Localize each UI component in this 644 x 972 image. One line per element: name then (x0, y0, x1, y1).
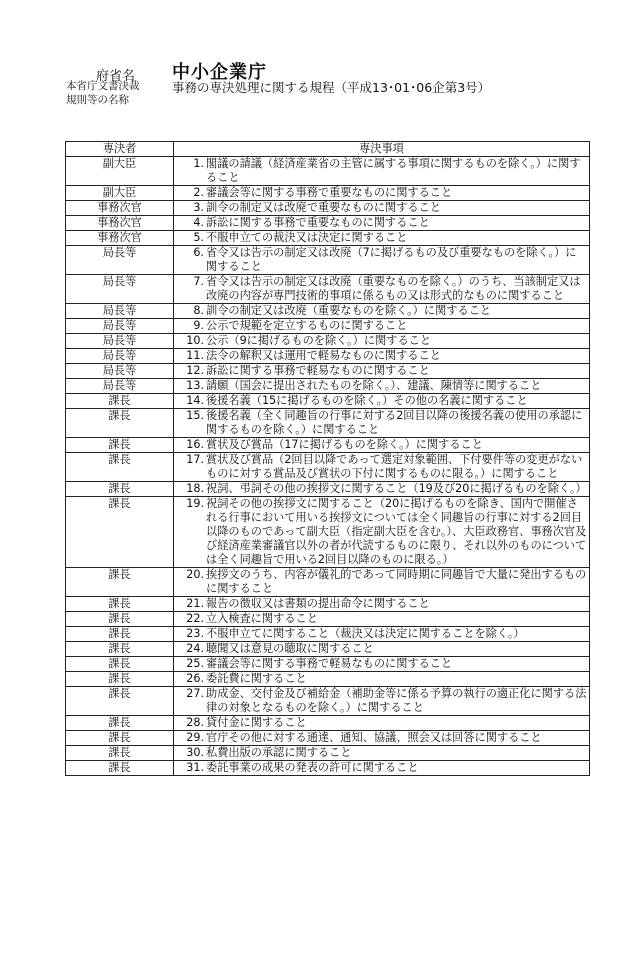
item-text: 後援名義（全く同趣旨の行事に対する2回目以降の後援名義の使用の承認に関するものを除く。）に関すること (206, 409, 583, 436)
item-number: 20. (186, 568, 204, 581)
item-text: 不服申立ての裁決又は決定に関すること (206, 231, 408, 244)
item-number: 1. (193, 157, 204, 170)
authority-cell: 副大臣 (66, 186, 174, 201)
matter-cell (174, 497, 590, 568)
item-text: 訓令の制定又は改廃（重要なものを除く。）に関すること (206, 304, 492, 317)
authority-cell: 課長 (66, 453, 174, 482)
matter-cell (174, 672, 590, 687)
matter-cell (174, 657, 590, 672)
matter-cell (174, 379, 590, 394)
matter-cell (174, 612, 590, 627)
table-header-row (66, 142, 590, 157)
table-row (66, 716, 590, 731)
table-row (66, 627, 590, 642)
table-row (66, 157, 590, 186)
matter-cell (174, 304, 590, 319)
item-number: 31. (186, 761, 204, 774)
matter-cell (174, 186, 590, 201)
item-text: 賞状及び賞品（17に掲げるものを除く。）に関すること (206, 438, 483, 451)
matter-cell (174, 761, 590, 776)
table-row (66, 568, 590, 597)
authority-cell: 課長 (66, 568, 174, 597)
item-text: 閣議の請議（経済産業省の主管に属する事項に関するものを除く。）に関すること (206, 157, 581, 184)
item-text: 祝詞その他の挨拶文に関すること（20に掲げるものを除き、国内で開催される行事において用いる挨拶文については全く同趣旨の行事に対する2回目以降のものであって副大臣（指定副大臣を含む。）、大臣政務官、事務次官及び経済産業審議官以外の者が代読するものに限り、それ以外のものについては全く同趣旨で用いる2回目以降のものに限る。） (206, 497, 587, 566)
matter-cell (174, 231, 590, 246)
authority-cell: 課長 (66, 394, 174, 409)
authority-cell: 課長 (66, 409, 174, 438)
table-row (66, 409, 590, 438)
matter-cell (174, 627, 590, 642)
table-row (66, 364, 590, 379)
column-header-matter: 専決事項 (174, 142, 590, 157)
authority-cell: 課長 (66, 438, 174, 453)
table-row (66, 231, 590, 246)
item-text: 挨拶文のうち、内容が儀礼的であって同時期に同趣旨で大量に発出するものに関すること (206, 568, 587, 595)
matter-cell (174, 216, 590, 231)
table-row (66, 334, 590, 349)
table-row (66, 246, 590, 275)
item-text: 訴訟に関する事務で重要なものに関すること (206, 216, 430, 229)
item-number: 6. (193, 246, 204, 259)
table-row (66, 657, 590, 672)
item-text: 貸付金に関すること (206, 716, 307, 729)
authority-cell: 事務次官 (66, 216, 174, 231)
authority-cell: 事務次官 (66, 201, 174, 216)
matter-cell (174, 275, 590, 304)
item-text: 聴聞又は意見の聴取に関すること (206, 642, 374, 655)
item-number: 18. (186, 482, 204, 495)
table-row (66, 731, 590, 746)
authority-cell: 局長等 (66, 364, 174, 379)
authority-cell: 局長等 (66, 319, 174, 334)
authority-cell: 課長 (66, 612, 174, 627)
table-row (66, 597, 590, 612)
authority-cell: 課長 (66, 746, 174, 761)
item-text: 省令又は告示の制定又は改廃（7に掲げるもの及び重要なものを除く。）に関すること (206, 246, 577, 273)
matter-cell (174, 394, 590, 409)
matter-cell (174, 731, 590, 746)
item-text: 祝詞、弔詞その他の挨拶文に関すること（19及び20に掲げるものを除く。） (206, 482, 587, 495)
authority-cell: 課長 (66, 761, 174, 776)
item-text: 公示（9に掲げるものを除く。）に関すること (206, 334, 432, 347)
item-number: 21. (186, 597, 204, 610)
item-text: 賞状及び賞品（2回目以降であって選定対象範囲、下付要件等の変更がないものに対する賞品及び賞状の下付に関するものに限る。）に関すること (206, 453, 583, 480)
matter-cell (174, 364, 590, 379)
item-text: 立入検査に関すること (206, 612, 318, 625)
table-row (66, 275, 590, 304)
table-row (66, 201, 590, 216)
item-number: 4. (193, 216, 204, 229)
matter-cell (174, 157, 590, 186)
ministry-label: 府省名 (96, 69, 136, 84)
authority-cell: 課長 (66, 642, 174, 657)
item-number: 29. (186, 731, 204, 744)
rule-label-line2: 規則等の名称 (66, 94, 129, 106)
item-number: 3. (193, 201, 204, 214)
matter-cell (174, 716, 590, 731)
matter-cell (174, 246, 590, 275)
rule-name: 事務の専決処理に関する規程（平成13･01･06企第3号） (172, 80, 491, 95)
authority-cell: 局長等 (66, 246, 174, 275)
item-number: 25. (186, 657, 204, 670)
item-text: 委託事業の成果の発表の許可に関すること (206, 761, 419, 774)
matter-cell (174, 409, 590, 438)
ministry-name: 中小企業庁 (172, 62, 267, 83)
matter-cell (174, 746, 590, 761)
table-row (66, 379, 590, 394)
item-text: 審議会等に関する事務で軽易なものに関すること (206, 657, 453, 670)
item-text: 請願（国会に提出されたものを除く。）、建議、陳情等に関すること (206, 379, 542, 392)
item-text: 省令又は告示の制定又は改廃（重要なものを除く。）のうち、当該制定又は改廃の内容が専門技術的事項に係るもの又は形式的なものに関すること (206, 275, 581, 302)
authority-cell: 局長等 (66, 334, 174, 349)
matter-cell (174, 349, 590, 364)
matter-cell (174, 482, 590, 497)
item-text: 訴訟に関する事務で軽易なものに関すること (206, 364, 430, 377)
authority-cell: 課長 (66, 497, 174, 568)
item-number: 5. (193, 231, 204, 244)
item-number: 8. (193, 304, 204, 317)
table-row (66, 482, 590, 497)
delegation-table (65, 141, 590, 776)
matter-cell (174, 597, 590, 612)
item-number: 15. (186, 409, 204, 422)
matter-cell (174, 687, 590, 716)
table-row (66, 186, 590, 201)
table-row (66, 438, 590, 453)
table-row (66, 453, 590, 482)
item-number: 11. (186, 349, 204, 362)
matter-cell (174, 642, 590, 657)
authority-cell: 課長 (66, 731, 174, 746)
rule-label (66, 79, 166, 107)
rule-label-line1: 本省庁文書決裁 (66, 80, 140, 92)
item-number: 24. (186, 642, 204, 655)
item-text: 官庁その他に対する通達、通知、協議、照会又は回答に関すること (206, 731, 542, 744)
item-text: 委託費に関すること (206, 672, 307, 685)
matter-cell (174, 568, 590, 597)
authority-cell: 課長 (66, 657, 174, 672)
authority-cell: 課長 (66, 627, 174, 642)
item-number: 10. (186, 334, 204, 347)
item-number: 19. (186, 497, 204, 510)
item-number: 13. (186, 379, 204, 392)
item-number: 28. (186, 716, 204, 729)
table-row (66, 761, 590, 776)
item-number: 16. (186, 438, 204, 451)
item-number: 14. (186, 394, 204, 407)
authority-cell: 課長 (66, 687, 174, 716)
table-row (66, 746, 590, 761)
table-row (66, 394, 590, 409)
item-number: 17. (186, 453, 204, 466)
table-row (66, 304, 590, 319)
matter-cell (174, 334, 590, 349)
item-text: 公示で規範を定立するものに関すること (206, 319, 408, 332)
table-row (66, 497, 590, 568)
item-number: 9. (193, 319, 204, 332)
matter-cell (174, 438, 590, 453)
table-row (66, 216, 590, 231)
item-text: 私費出版の承認に関すること (206, 746, 352, 759)
table-row (66, 672, 590, 687)
authority-cell: 課長 (66, 597, 174, 612)
table-row (66, 687, 590, 716)
item-number: 12. (186, 364, 204, 377)
item-number: 7. (193, 275, 204, 288)
matter-cell (174, 319, 590, 334)
item-number: 30. (186, 746, 204, 759)
item-number: 27. (186, 687, 204, 700)
authority-cell: 課長 (66, 716, 174, 731)
authority-cell: 副大臣 (66, 157, 174, 186)
authority-cell: 課長 (66, 482, 174, 497)
matter-cell (174, 201, 590, 216)
table-row (66, 642, 590, 657)
authority-cell: 事務次官 (66, 231, 174, 246)
item-text: 訓令の制定又は改廃で重要なものに関すること (206, 201, 441, 214)
item-text: 報告の徴収又は書類の提出命令に関すること (206, 597, 430, 610)
table-body (66, 157, 590, 776)
item-text: 後援名義（15に掲げるものを除く。）その他の名義に関すること (206, 394, 528, 407)
authority-cell: 局長等 (66, 275, 174, 304)
item-number: 2. (193, 186, 204, 199)
item-text: 不服申立てに関すること（裁決又は決定に関することを除く。） (206, 627, 525, 640)
authority-cell: 局長等 (66, 304, 174, 319)
table-row (66, 612, 590, 627)
matter-cell (174, 453, 590, 482)
item-number: 22. (186, 612, 204, 625)
authority-cell: 課長 (66, 672, 174, 687)
table-row (66, 349, 590, 364)
item-number: 26. (186, 672, 204, 685)
item-number: 23. (186, 627, 204, 640)
item-text: 助成金、交付金及び補給金（補助金等に係る予算の執行の適正化に関する法律の対象となるものを除く。）に関すること (206, 687, 587, 714)
column-header-authority: 専決者 (66, 142, 174, 157)
authority-cell: 局長等 (66, 349, 174, 364)
item-text: 審議会等に関する事務で重要なものに関すること (206, 186, 453, 199)
item-text: 法令の解釈又は運用で軽易なものに関すること (206, 349, 441, 362)
authority-cell: 局長等 (66, 379, 174, 394)
table-row (66, 319, 590, 334)
